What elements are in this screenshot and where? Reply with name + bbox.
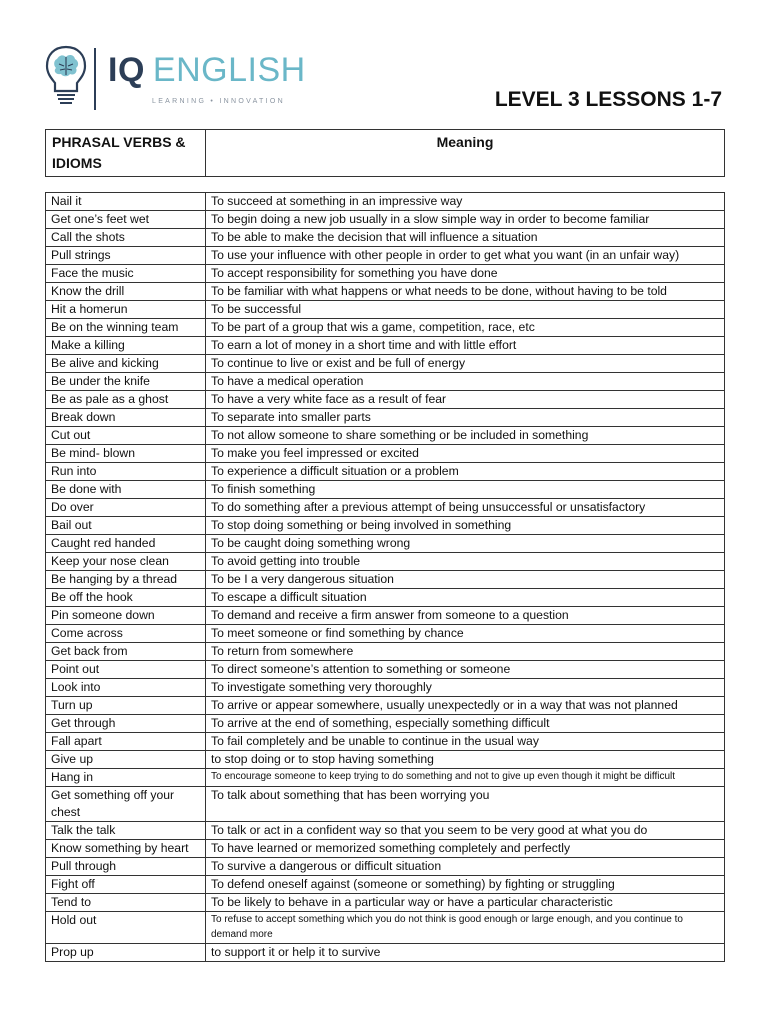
meaning-cell: To fail completely and be unable to continue in the usual way [206, 733, 725, 751]
table-row [46, 875, 725, 893]
table-row [46, 373, 725, 391]
phrase-cell: Bail out [46, 517, 206, 535]
phrase-cell: Fall apart [46, 733, 206, 751]
table-row [46, 911, 725, 943]
meaning-cell: To have a medical operation [206, 373, 725, 391]
meaning-cell: To talk or act in a confident way so that you seem to be very good at what you do [206, 821, 725, 839]
phrase-cell: Pull through [46, 857, 206, 875]
phrase-cell: Get one’s feet wet [46, 211, 206, 229]
phrase-cell: Caught red handed [46, 535, 206, 553]
meaning-cell: To demand and receive a firm answer from someone to a question [206, 607, 725, 625]
column-header-row [46, 130, 725, 177]
meaning-cell: To survive a dangerous or difficult situation [206, 857, 725, 875]
phrase-cell: Pull strings [46, 247, 206, 265]
meaning-cell: To succeed at something in an impressive way [206, 193, 725, 211]
phrase-cell: Point out [46, 661, 206, 679]
meaning-cell: To separate into smaller parts [206, 409, 725, 427]
phrase-cell: Pin someone down [46, 607, 206, 625]
phrase-cell: Be as pale as a ghost [46, 391, 206, 409]
meaning-cell: To encourage someone to keep trying to do something and not to give up even though it might be difficult [206, 769, 725, 787]
phrase-cell: Get back from [46, 643, 206, 661]
meaning-cell: To be able to make the decision that will influence a situation [206, 229, 725, 247]
phrase-cell: Be on the winning team [46, 319, 206, 337]
phrase-cell: Know the drill [46, 283, 206, 301]
meaning-cell: To investigate something very thoroughly [206, 679, 725, 697]
meaning-cell: To arrive at the end of something, especially something difficult [206, 715, 725, 733]
table-row [46, 283, 725, 301]
meaning-cell: To use your influence with other people in order to get what you want (in an unfair way) [206, 247, 725, 265]
brand-iq: IQ [108, 51, 145, 89]
table-row [46, 445, 725, 463]
phrase-cell: Hang in [46, 769, 206, 787]
meaning-cell: To have a very white face as a result of fear [206, 391, 725, 409]
table-row [46, 769, 725, 787]
brand-english: ENGLISH [152, 51, 306, 89]
meaning-cell: To be caught doing something wrong [206, 535, 725, 553]
table-row [46, 355, 725, 373]
table-row [46, 679, 725, 697]
phrase-cell: Come across [46, 625, 206, 643]
table-row [46, 571, 725, 589]
phrase-cell: Prop up [46, 943, 206, 961]
phrase-cell: Be mind- blown [46, 445, 206, 463]
meaning-cell: To escape a difficult situation [206, 589, 725, 607]
meaning-cell: To be likely to behave in a particular way or have a particular characteristic [206, 893, 725, 911]
phrase-cell: Break down [46, 409, 206, 427]
column-header-phrase: PHRASAL VERBS & IDIOMS [46, 130, 206, 177]
meaning-cell: To earn a lot of money in a short time and with little effort [206, 337, 725, 355]
meaning-cell: To not allow someone to share something or be included in something [206, 427, 725, 445]
meaning-cell: to support it or help it to survive [206, 943, 725, 961]
phrase-cell: Be off the hook [46, 589, 206, 607]
table-row [46, 211, 725, 229]
table-row [46, 625, 725, 643]
table-row [46, 589, 725, 607]
brain-bulb-icon [44, 44, 88, 110]
phrase-cell: Fight off [46, 875, 206, 893]
phrase-cell: Tend to [46, 893, 206, 911]
phrase-cell: Call the shots [46, 229, 206, 247]
meaning-cell: To experience a difficult situation or a problem [206, 463, 725, 481]
meaning-cell: To refuse to accept something which you do not think is good enough or large enough, and you continue to demand more [206, 911, 725, 943]
table-row [46, 409, 725, 427]
meaning-cell: To avoid getting into trouble [206, 553, 725, 571]
table-row [46, 751, 725, 769]
table-row [46, 427, 725, 445]
phrase-cell: Be hanging by a thread [46, 571, 206, 589]
phrase-cell: Know something by heart [46, 839, 206, 857]
table-row [46, 553, 725, 571]
column-header-meaning: Meaning [206, 130, 725, 177]
table-row [46, 787, 725, 822]
table-row [46, 715, 725, 733]
meaning-cell: To have learned or memorized something completely and perfectly [206, 839, 725, 857]
table-row [46, 337, 725, 355]
phrase-cell: Look into [46, 679, 206, 697]
logo-divider [94, 48, 96, 110]
idioms-table-body [46, 193, 725, 962]
table-row [46, 517, 725, 535]
meaning-cell: To stop doing something or being involved in something [206, 517, 725, 535]
phrase-cell: Hit a homerun [46, 301, 206, 319]
phrase-cell: Hold out [46, 911, 206, 943]
table-row [46, 499, 725, 517]
table-row [46, 733, 725, 751]
phrase-cell: Keep your nose clean [46, 553, 206, 571]
table-row [46, 193, 725, 211]
table-row [46, 481, 725, 499]
table-row [46, 319, 725, 337]
phrase-cell: Turn up [46, 697, 206, 715]
meaning-cell: To arrive or appear somewhere, usually unexpectedly or in a way that was not planned [206, 697, 725, 715]
table-row [46, 229, 725, 247]
phrase-cell: Get something off your chest [46, 787, 206, 822]
phrase-cell: Run into [46, 463, 206, 481]
meaning-cell: To talk about something that has been worrying you [206, 787, 725, 822]
phrase-cell: Talk the talk [46, 821, 206, 839]
level-title: LEVEL 3 LESSONS 1-7 [494, 88, 722, 111]
table-row [46, 463, 725, 481]
meaning-cell: To return from somewhere [206, 643, 725, 661]
meaning-cell: To be familiar with what happens or what needs to be done, without having to be told [206, 283, 725, 301]
phrase-cell: Be alive and kicking [46, 355, 206, 373]
table-row [46, 697, 725, 715]
table-row [46, 535, 725, 553]
meaning-cell: To begin doing a new job usually in a slow simple way in order to become familiar [206, 211, 725, 229]
table-row [46, 821, 725, 839]
phrase-cell: Be under the knife [46, 373, 206, 391]
meaning-cell: to stop doing or to stop having something [206, 751, 725, 769]
table-row [46, 391, 725, 409]
idioms-table [45, 192, 725, 962]
phrase-cell: Give up [46, 751, 206, 769]
column-header-table [45, 129, 725, 177]
table-row [46, 265, 725, 283]
meaning-cell: To do something after a previous attempt of being unsuccessful or unsatisfactory [206, 499, 725, 517]
meaning-cell: To make you feel impressed or excited [206, 445, 725, 463]
meaning-cell: To be part of a group that wis a game, competition, race, etc [206, 319, 725, 337]
phrase-cell: Make a killing [46, 337, 206, 355]
meaning-cell: To accept responsibility for something you have done [206, 265, 725, 283]
table-row [46, 643, 725, 661]
meaning-cell: To continue to live or exist and be full of energy [206, 355, 725, 373]
brand-logo [44, 44, 324, 114]
meaning-cell: To be I a very dangerous situation [206, 571, 725, 589]
brand-tagline: LEARNING • INNOVATION [152, 98, 285, 105]
table-row [46, 247, 725, 265]
table-row [46, 893, 725, 911]
meaning-cell: To be successful [206, 301, 725, 319]
table-row [46, 857, 725, 875]
meaning-cell: To meet someone or find something by chance [206, 625, 725, 643]
phrase-cell: Cut out [46, 427, 206, 445]
phrase-cell: Nail it [46, 193, 206, 211]
table-row [46, 301, 725, 319]
phrase-cell: Face the music [46, 265, 206, 283]
phrase-cell: Get through [46, 715, 206, 733]
meaning-cell: To finish something [206, 481, 725, 499]
phrase-cell: Do over [46, 499, 206, 517]
meaning-cell: To defend oneself against (someone or something) by fighting or struggling [206, 875, 725, 893]
table-row [46, 661, 725, 679]
meaning-cell: To direct someone’s attention to something or someone [206, 661, 725, 679]
phrase-cell: Be done with [46, 481, 206, 499]
table-row [46, 943, 725, 961]
brand-name [108, 50, 306, 90]
table-row [46, 607, 725, 625]
table-row [46, 839, 725, 857]
